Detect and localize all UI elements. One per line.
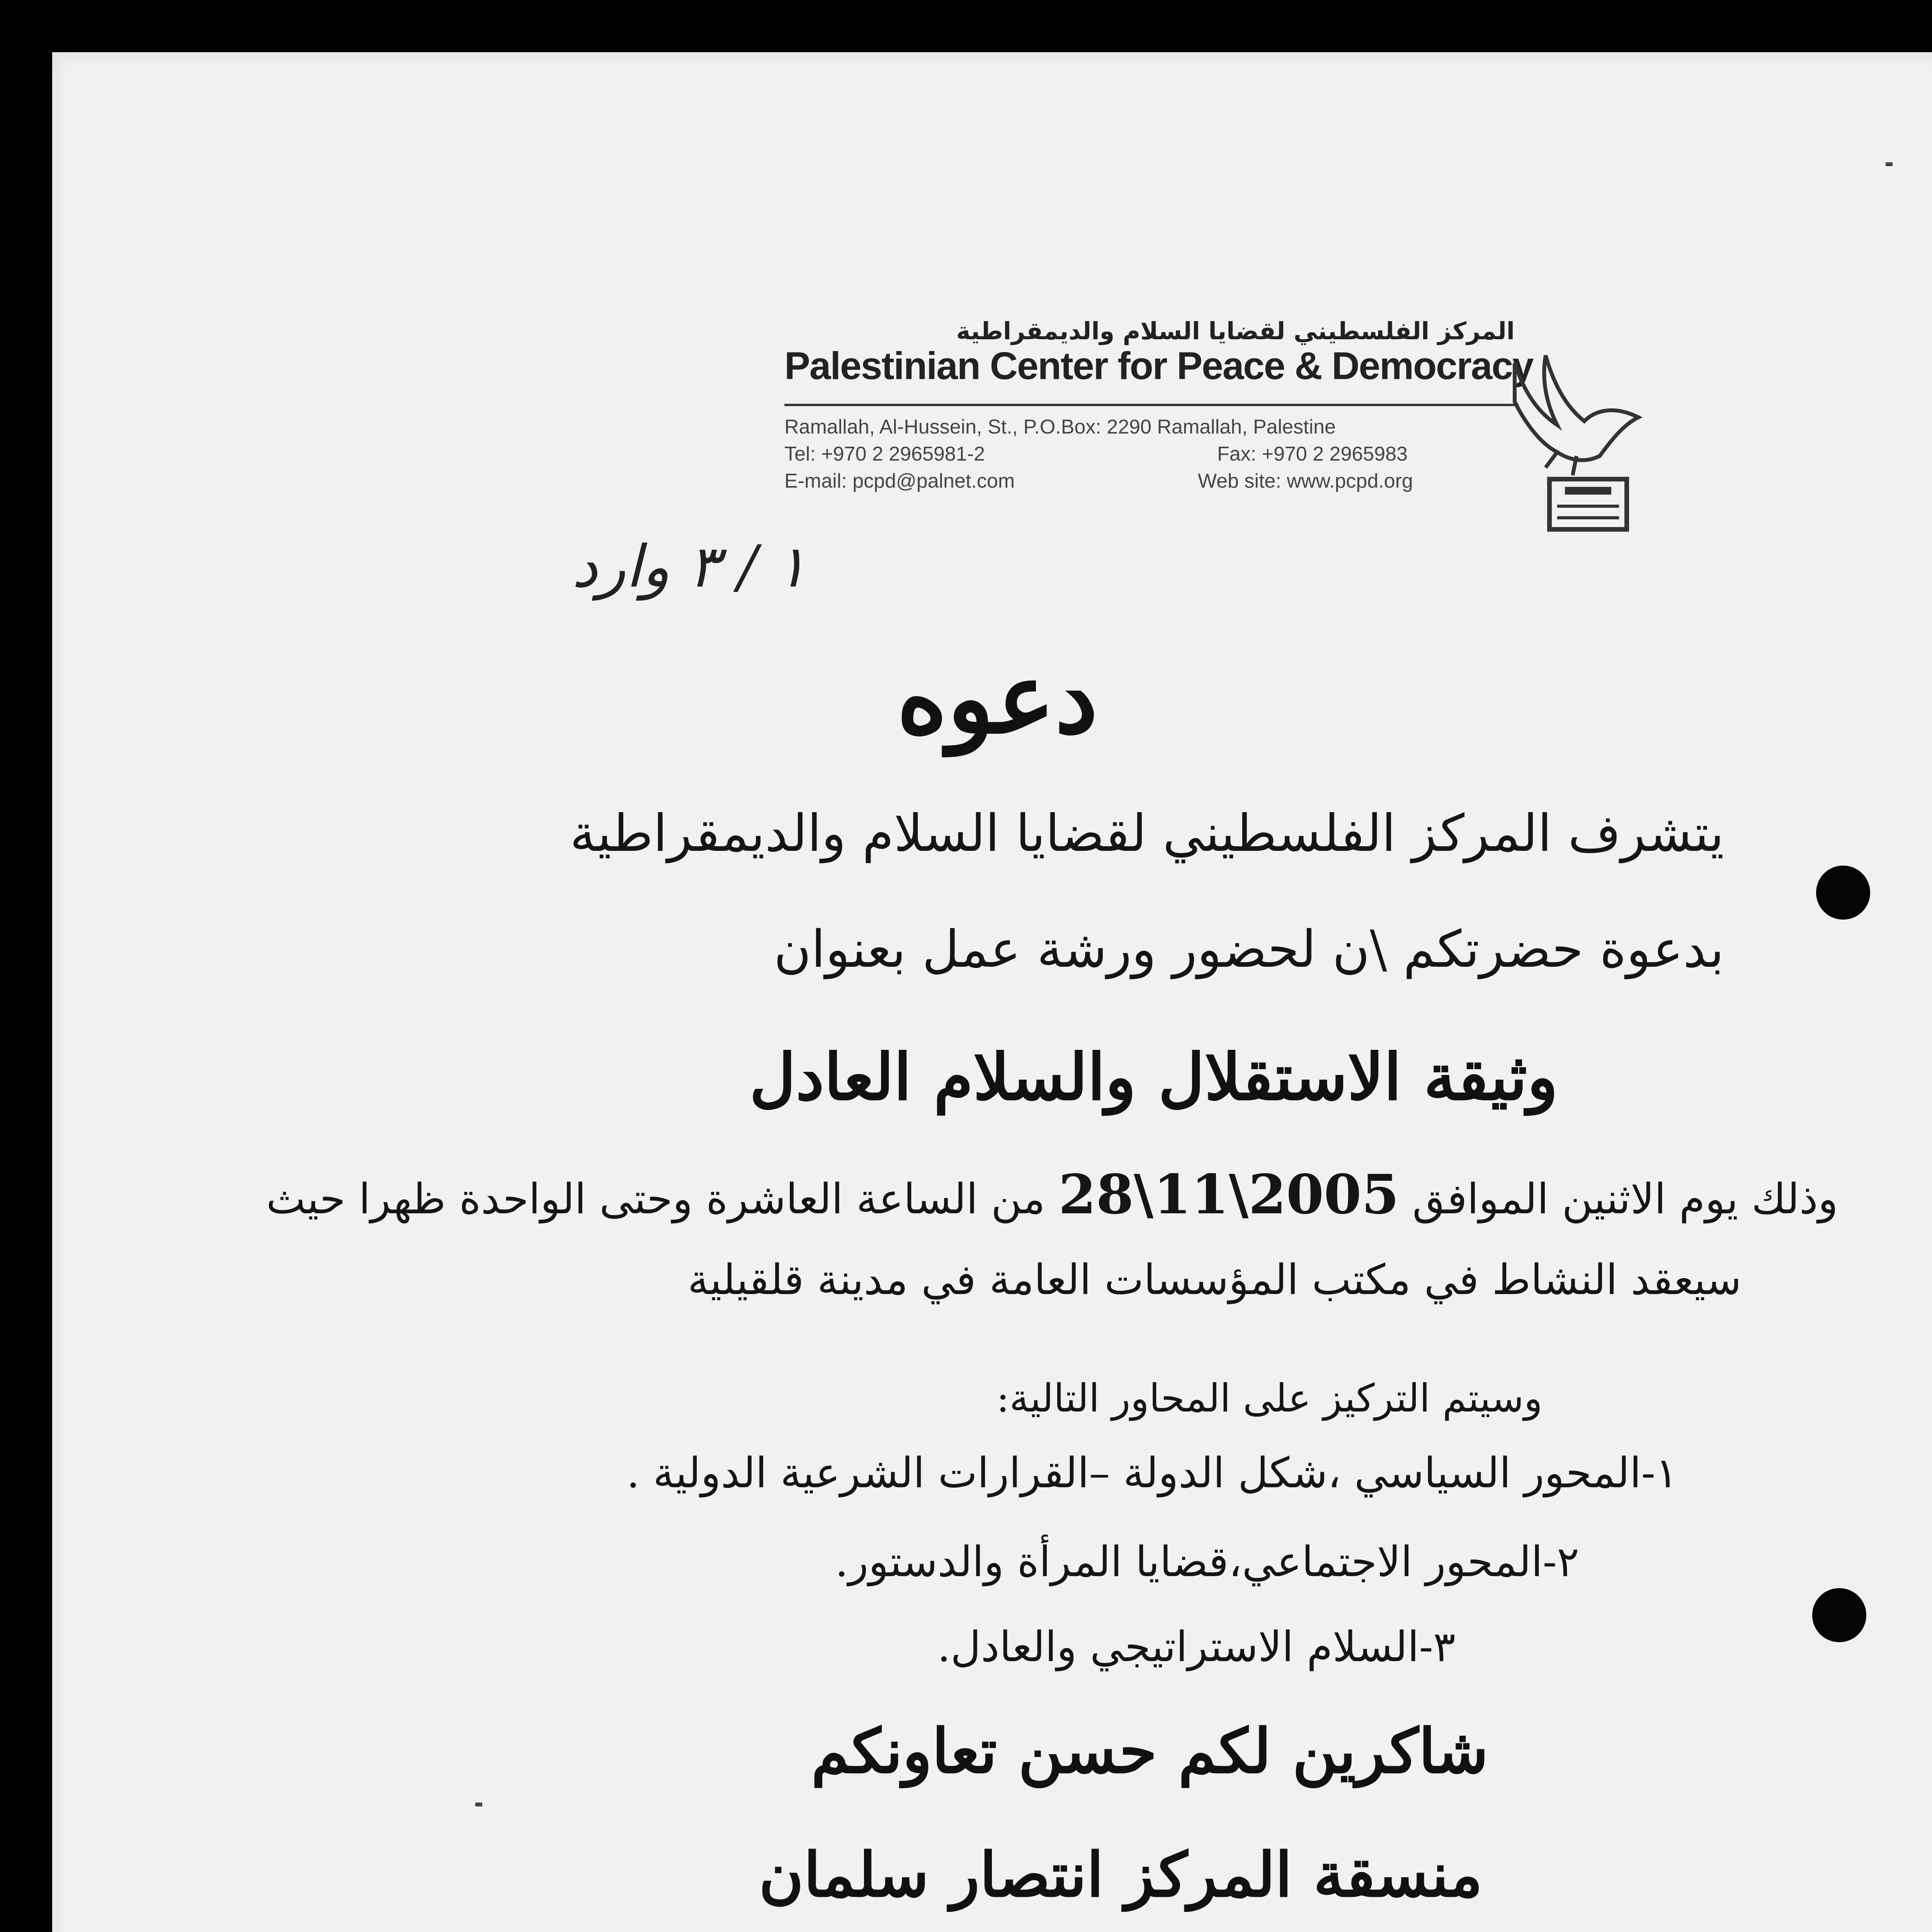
letterhead-arabic-name: المركز الفلسطيني لقضايا السلام والديمقراطية [956, 317, 1515, 345]
event-place: سيعقد النشاط في مكتب المؤسسات العامة في مدينة قلقيلية [687, 1256, 1742, 1304]
thanks-line: شاكرين لكم حسن تعاونكم [811, 1716, 1488, 1787]
invitation-line-2: بدعوة حضرتكم \ن لحضور ورشة عمل بعنوان [774, 920, 1724, 979]
speck [475, 1803, 482, 1806]
dove-logo-icon [1499, 340, 1662, 541]
invitation-title: دعوه [896, 641, 1098, 755]
invitation-line-1: يتشرف المركز الفلسطيني لقضايا السلام والديمقراطية [570, 804, 1724, 863]
agenda-item: ٢-المحور الاجتماعي،قضايا المرأة والدستور. [835, 1538, 1579, 1586]
date-line [266, 1163, 1838, 1226]
letterhead-english-name: Palestinian Center for Peace & Democracy [784, 344, 1533, 388]
handwritten-reference: ١ / ٣ وارد [572, 533, 807, 600]
event-date: 28\11\2005 [1058, 1163, 1399, 1226]
agenda-item: ١-المحور السياسي ،شكل الدولة –القرارات الشرعية الدولية . [626, 1449, 1678, 1497]
letterhead-divider [784, 404, 1519, 406]
letterhead-website: Web site: www.pcpd.org [1198, 470, 1413, 492]
letterhead-tel: Tel: +970 2 2965981-2 [784, 443, 985, 465]
date-prefix: وذلك يوم الاثنين الموافق [1412, 1175, 1838, 1223]
focus-intro: وسيتم التركيز على المحاور التالية: [996, 1376, 1543, 1421]
punch-hole [1812, 1588, 1866, 1642]
letterhead-email: E-mail: pcpd@palnet.com [784, 470, 1015, 492]
workshop-subject: وثيقة الاستقلال والسلام العادل [749, 1039, 1558, 1114]
coordinator-line: منسقة المركز انتصار سلمان [759, 1839, 1483, 1911]
agenda-item: ٣-السلام الاستراتيجي والعادل. [937, 1623, 1456, 1671]
speck [1886, 162, 1893, 166]
letterhead-address: Ramallah, Al-Hussein, St., P.O.Box: 2290 Ramallah, Palestine [784, 416, 1336, 438]
punch-hole [1816, 866, 1870, 920]
letterhead-fax: Fax: +970 2 2965983 [1217, 443, 1408, 465]
date-suffix: من الساعة العاشرة وحتى الواحدة ظهرا حيث [266, 1175, 1045, 1223]
